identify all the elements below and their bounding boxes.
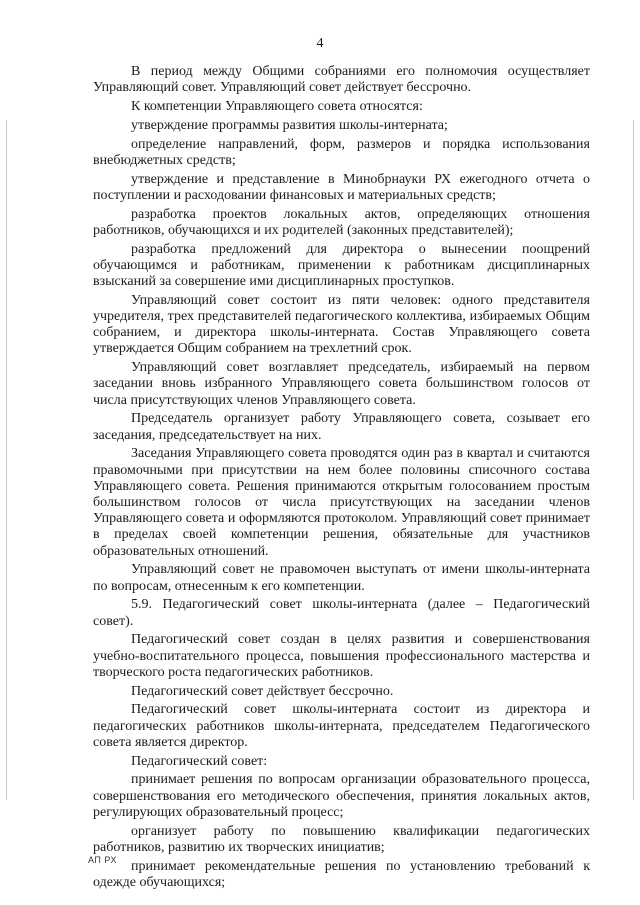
paragraph: Заседания Управляющего совета проводятся один раз в квартал и считаются правомочными при присутствии на нем более половины списочного состава Управляющего совета. Решения принимаются открытым голосованием простым большинством голосов от числа присутствующих на заседании членов Управляющего совета и оформляются протоколом. Управляющий совет принимает в пределах своей компетенции решения, обязательные для участников образовательных отношений. [93,446,590,559]
section-heading: 5.9. Педагогический совет школы-интерната (далее – Педагогический совет). [93,597,590,629]
paragraph: принимает рекомендательные решения по установлению требований к одежде обучающихся; [93,858,590,890]
paragraph: Педагогический совет: [131,753,268,769]
paragraph: Педагогический совет действует бессрочно. [131,683,394,699]
paragraph: определение направлений, форм, размеров и порядка использования внебюджетных средств; [93,136,590,168]
scan-edge-left [6,120,7,800]
paragraph: разработка предложений для директора о вынесении поощрений обучающимся и работникам, применении к работникам дисциплинарных взысканий за совершение ими дисциплинарных проступков. [93,241,590,289]
paragraph: утверждение и представление в Минобрнауки РХ ежегодного отчета о поступлении и расходовании финансовых и материальных средств; [93,171,590,203]
paragraph: Педагогический совет создан в целях развития и совершенствования учебно-воспитательного процесса, повышения профессионального мастерства и творческого роста педагогических работников. [93,632,590,680]
paragraph: В период между Общими собраниями его полномочия осуществляет Управляющий совет. Управляющий совет действует бессрочно. [93,64,590,96]
paragraph: Председатель организует работу Управляющего совета, созывает его заседания, председательствует на них. [93,411,590,443]
paragraph: Педагогический совет школы-интерната состоит из директора и педагогических работников школы-интерната, председателем Педагогического совета является директор. [93,702,590,750]
paragraph: Управляющий совет не правомочен выступать от имени школы-интерната по вопросам, отнесенным к его компетенции. [93,562,590,594]
footer-mark: АП РХ [88,855,117,865]
page-number: 4 [316,36,324,51]
paragraph: утверждение программы развития школы-интерната; [131,117,448,133]
paragraph: Управляющий совет возглавляет председатель, избираемый на первом заседании вновь избранного Управляющего совета большинством голосов от числа присутствующих членов Управляющего совета. [93,360,590,408]
scan-edge-right [633,120,634,800]
paragraph: принимает решения по вопросам организации образовательного процесса, совершенствования его методического обеспечения, принятия локальных актов, регулирующих образовательный процесс; [93,772,590,820]
paragraph: Управляющий совет состоит из пяти человек: одного представителя учредителя, трех представителей педагогического коллектива, избираемых Общим собранием, и директора школы-интерната. Состав Управляющего совета утверждается Общим собранием на трехлетний срок. [93,292,590,357]
paragraph: организует работу по повышению квалификации педагогических работников, развитию их творческих инициатив; [93,823,590,855]
document-body [93,64,590,894]
paragraph: К компетенции Управляющего совета относятся: [131,99,423,114]
paragraph: разработка проектов локальных актов, определяющих отношения работников, обучающихся и их родителей (законных представителей); [93,206,590,238]
